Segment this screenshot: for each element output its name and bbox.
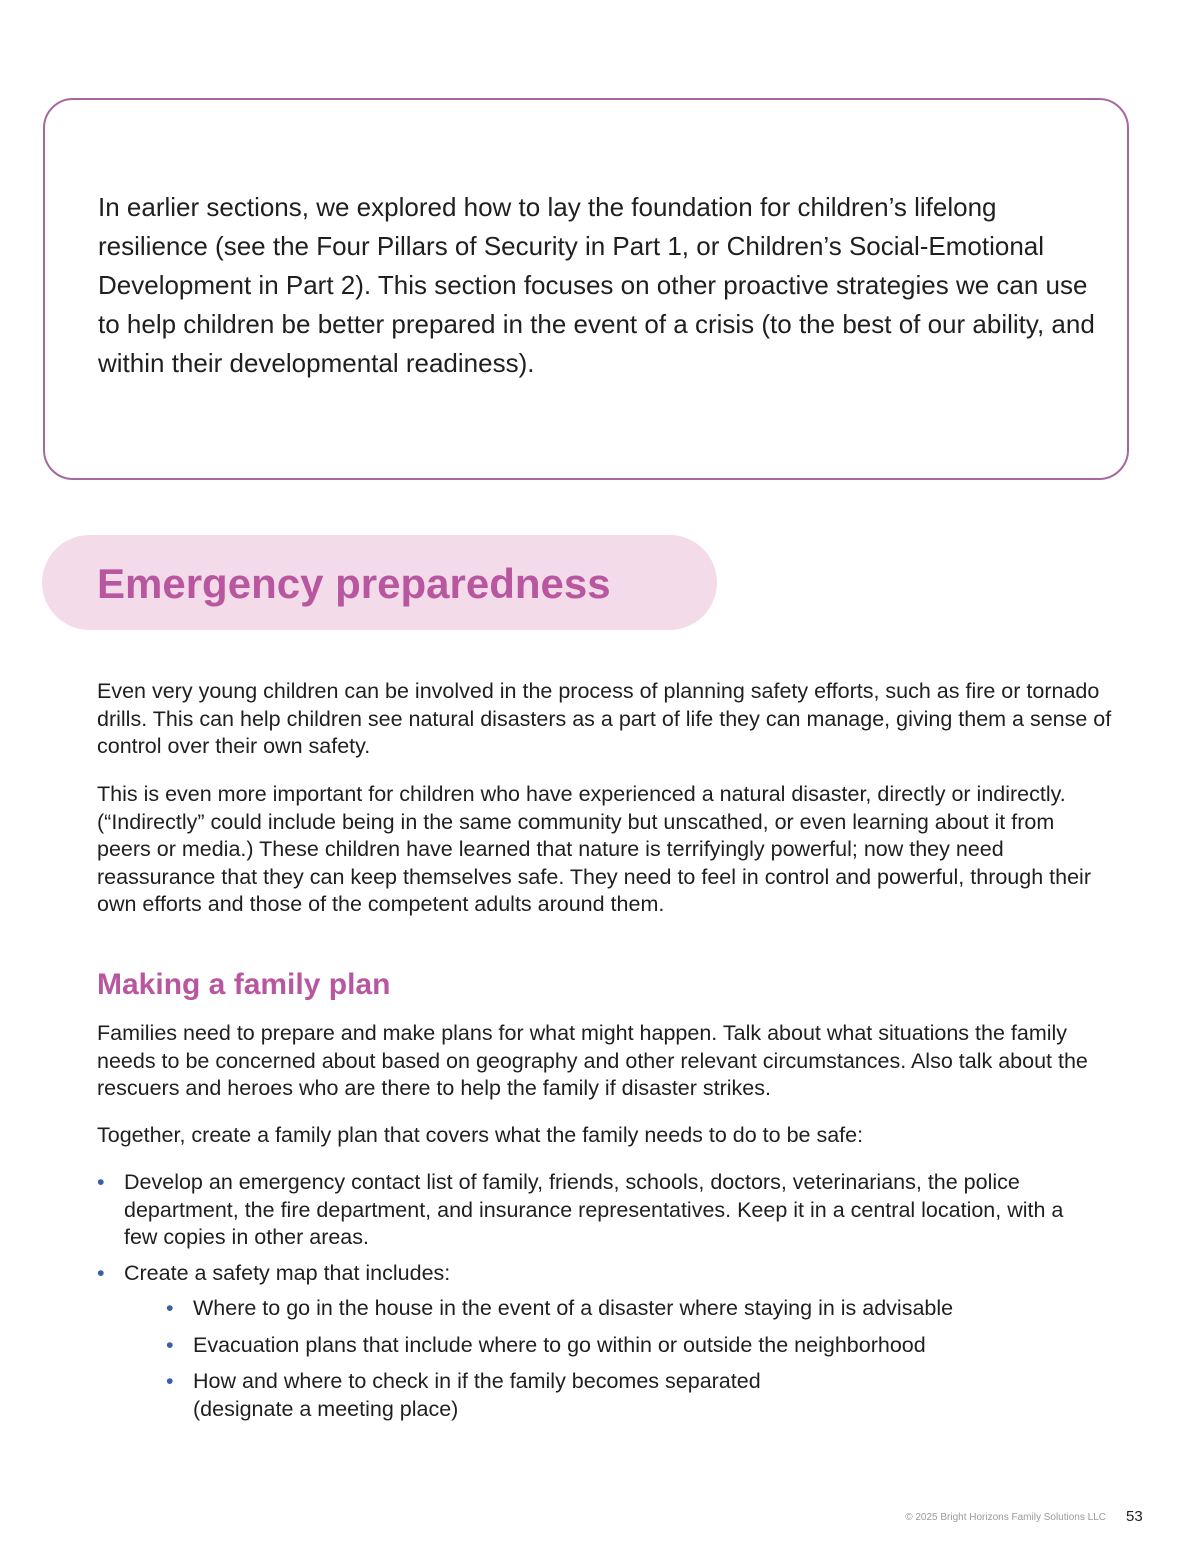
intro-callout-box [43,98,1129,480]
list-item [97,1169,1097,1252]
list-item [97,1260,1097,1424]
sub-list-item [166,1332,1097,1360]
section-paragraph-1: Even very young children can be involved in the process of planning safety efforts, such as fire or tornado drills. This can help children see natural disasters as a part of life they can manage, giving them a sense of control over their own safety. [97,679,1112,758]
sub-list-item [166,1295,1097,1323]
page-number: 53 [1126,1508,1143,1525]
list-item-text: Create a safety map that includes: [124,1260,451,1285]
section-title: Emergency preparedness [97,560,611,607]
bullet-icon: • [166,1296,174,1320]
sub-list-item-text: Where to go in the house in the event of a disaster where staying in is advisable [193,1296,954,1320]
bullet-icon: • [97,1170,105,1194]
intro-paragraph: In earlier sections, we explored how to lay the foundation for children’s lifelong resilience (see the Four Pillars of Security in Part 1, or Children’s Social-Emotional Development in Part 2). This section focuses on other proactive strategies we can use to help children be better prepared in the event of a crisis (to the best of our ability, and within their developmental readiness). [98,192,1095,378]
subsection-paragraph-1: Families need to prepare and make plans for what might happen. Talk about what situations the family needs to be concerned about based on geography and other relevant circumstances. Also talk about the rescuers and heroes who are there to help the family if disaster strikes. [97,1021,1088,1100]
footer-copyright: © 2025 Bright Horizons Family Solutions LLC [905,1512,1106,1523]
safety-map-sublist [124,1295,1097,1423]
bullet-icon: • [97,1260,105,1285]
sub-list-item [166,1368,1097,1423]
subsection-paragraph-2: Together, create a family plan that covers what the family needs to do to be safe: [97,1123,864,1147]
subsection-title: Making a family plan [97,968,391,1001]
sub-list-item-text: How and where to check in if the family becomes separated (designate a meeting place) [193,1369,761,1421]
bullet-icon: • [166,1369,174,1393]
bullet-icon: • [166,1332,174,1357]
list-item-text: Develop an emergency contact list of family, friends, schools, doctors, veterinarians, the police department, the fire department, and insurance representatives. Keep it in a central location, with a few copies in other areas. [124,1170,1064,1249]
section-paragraph-2: This is even more important for children who have experienced a natural disaster, directly or indirectly. (“Indirectly” could include being in the same community but unscathed, or even learning about it from peers or media.) These children have learned that nature is terrifyingly powerful; now they need reassurance that they can keep themselves safe. They need to feel in control and powerful, through their own efforts and those of the competent adults around them. [97,782,1091,916]
family-plan-list [97,1169,1097,1432]
sub-list-item-text: Evacuation plans that include where to go within or outside the neighborhood [193,1332,926,1357]
section-heading-pill [42,535,717,630]
